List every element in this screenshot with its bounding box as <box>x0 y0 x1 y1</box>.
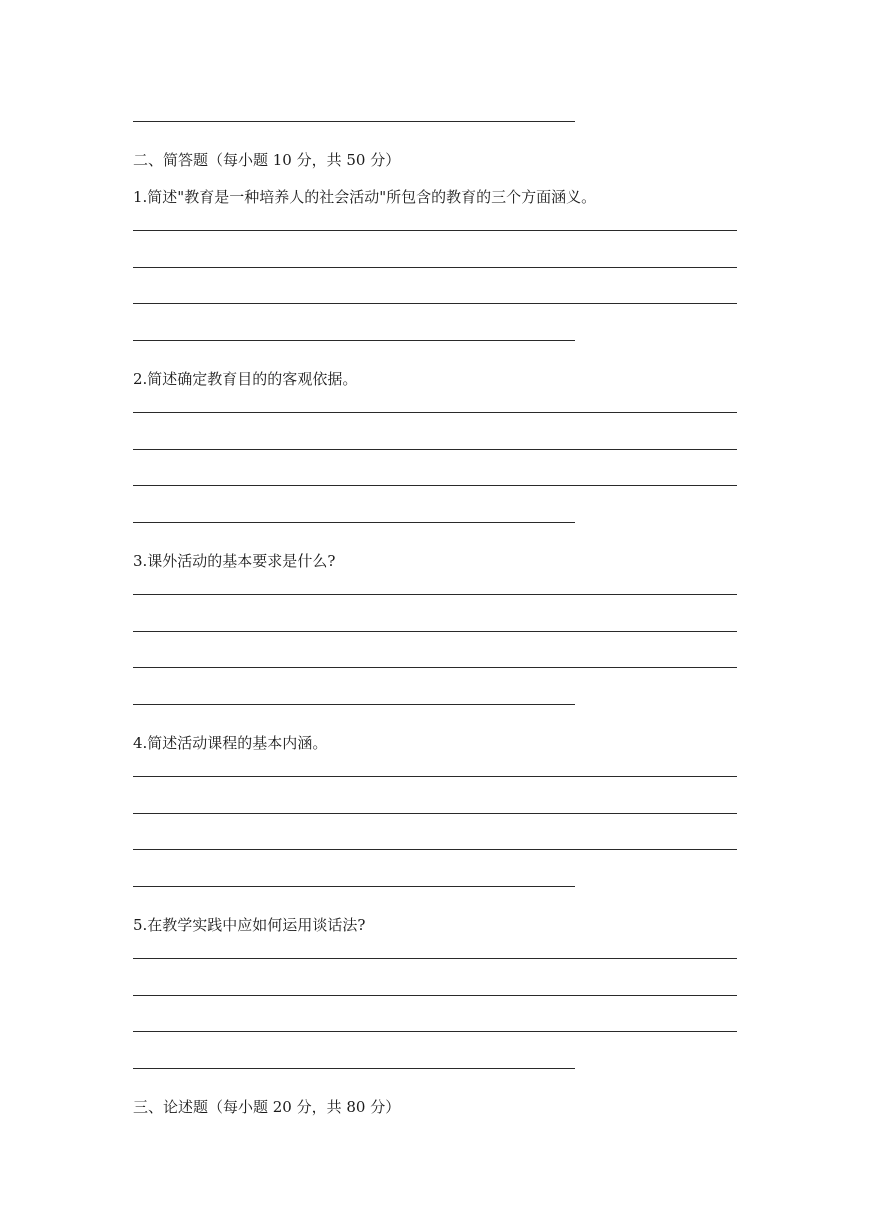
answer-line <box>133 958 737 959</box>
answer-line <box>133 267 737 268</box>
question-5: 5.在教学实践中应如何运用谈话法? <box>133 916 366 934</box>
section-heading-short-answer: 二、简答题（每小题 10 分，共 50 分） <box>133 151 401 169</box>
section-heading-essay: 三、论述题（每小题 20 分，共 80 分） <box>133 1098 401 1116</box>
question-4: 4.简述活动课程的基本内涵。 <box>133 734 328 752</box>
answer-line <box>133 776 737 777</box>
answer-line <box>133 449 737 450</box>
answer-line <box>133 121 575 122</box>
question-2: 2.简述确定教育目的的客观依据。 <box>133 370 358 388</box>
answer-line <box>133 522 575 523</box>
answer-line <box>133 485 737 486</box>
answer-line <box>133 230 737 231</box>
answer-line <box>133 594 737 595</box>
answer-line <box>133 995 737 996</box>
answer-line <box>133 667 737 668</box>
answer-line <box>133 340 575 341</box>
answer-line <box>133 849 737 850</box>
answer-line <box>133 631 737 632</box>
answer-line <box>133 813 737 814</box>
answer-line <box>133 303 737 304</box>
answer-line <box>133 412 737 413</box>
question-3: 3.课外活动的基本要求是什么? <box>133 552 336 570</box>
answer-line <box>133 1068 575 1069</box>
answer-line <box>133 704 575 705</box>
question-1: 1.简述"教育是一种培养人的社会活动"所包含的教育的三个方面涵义。 <box>133 188 597 206</box>
answer-line <box>133 886 575 887</box>
answer-line <box>133 1031 737 1032</box>
